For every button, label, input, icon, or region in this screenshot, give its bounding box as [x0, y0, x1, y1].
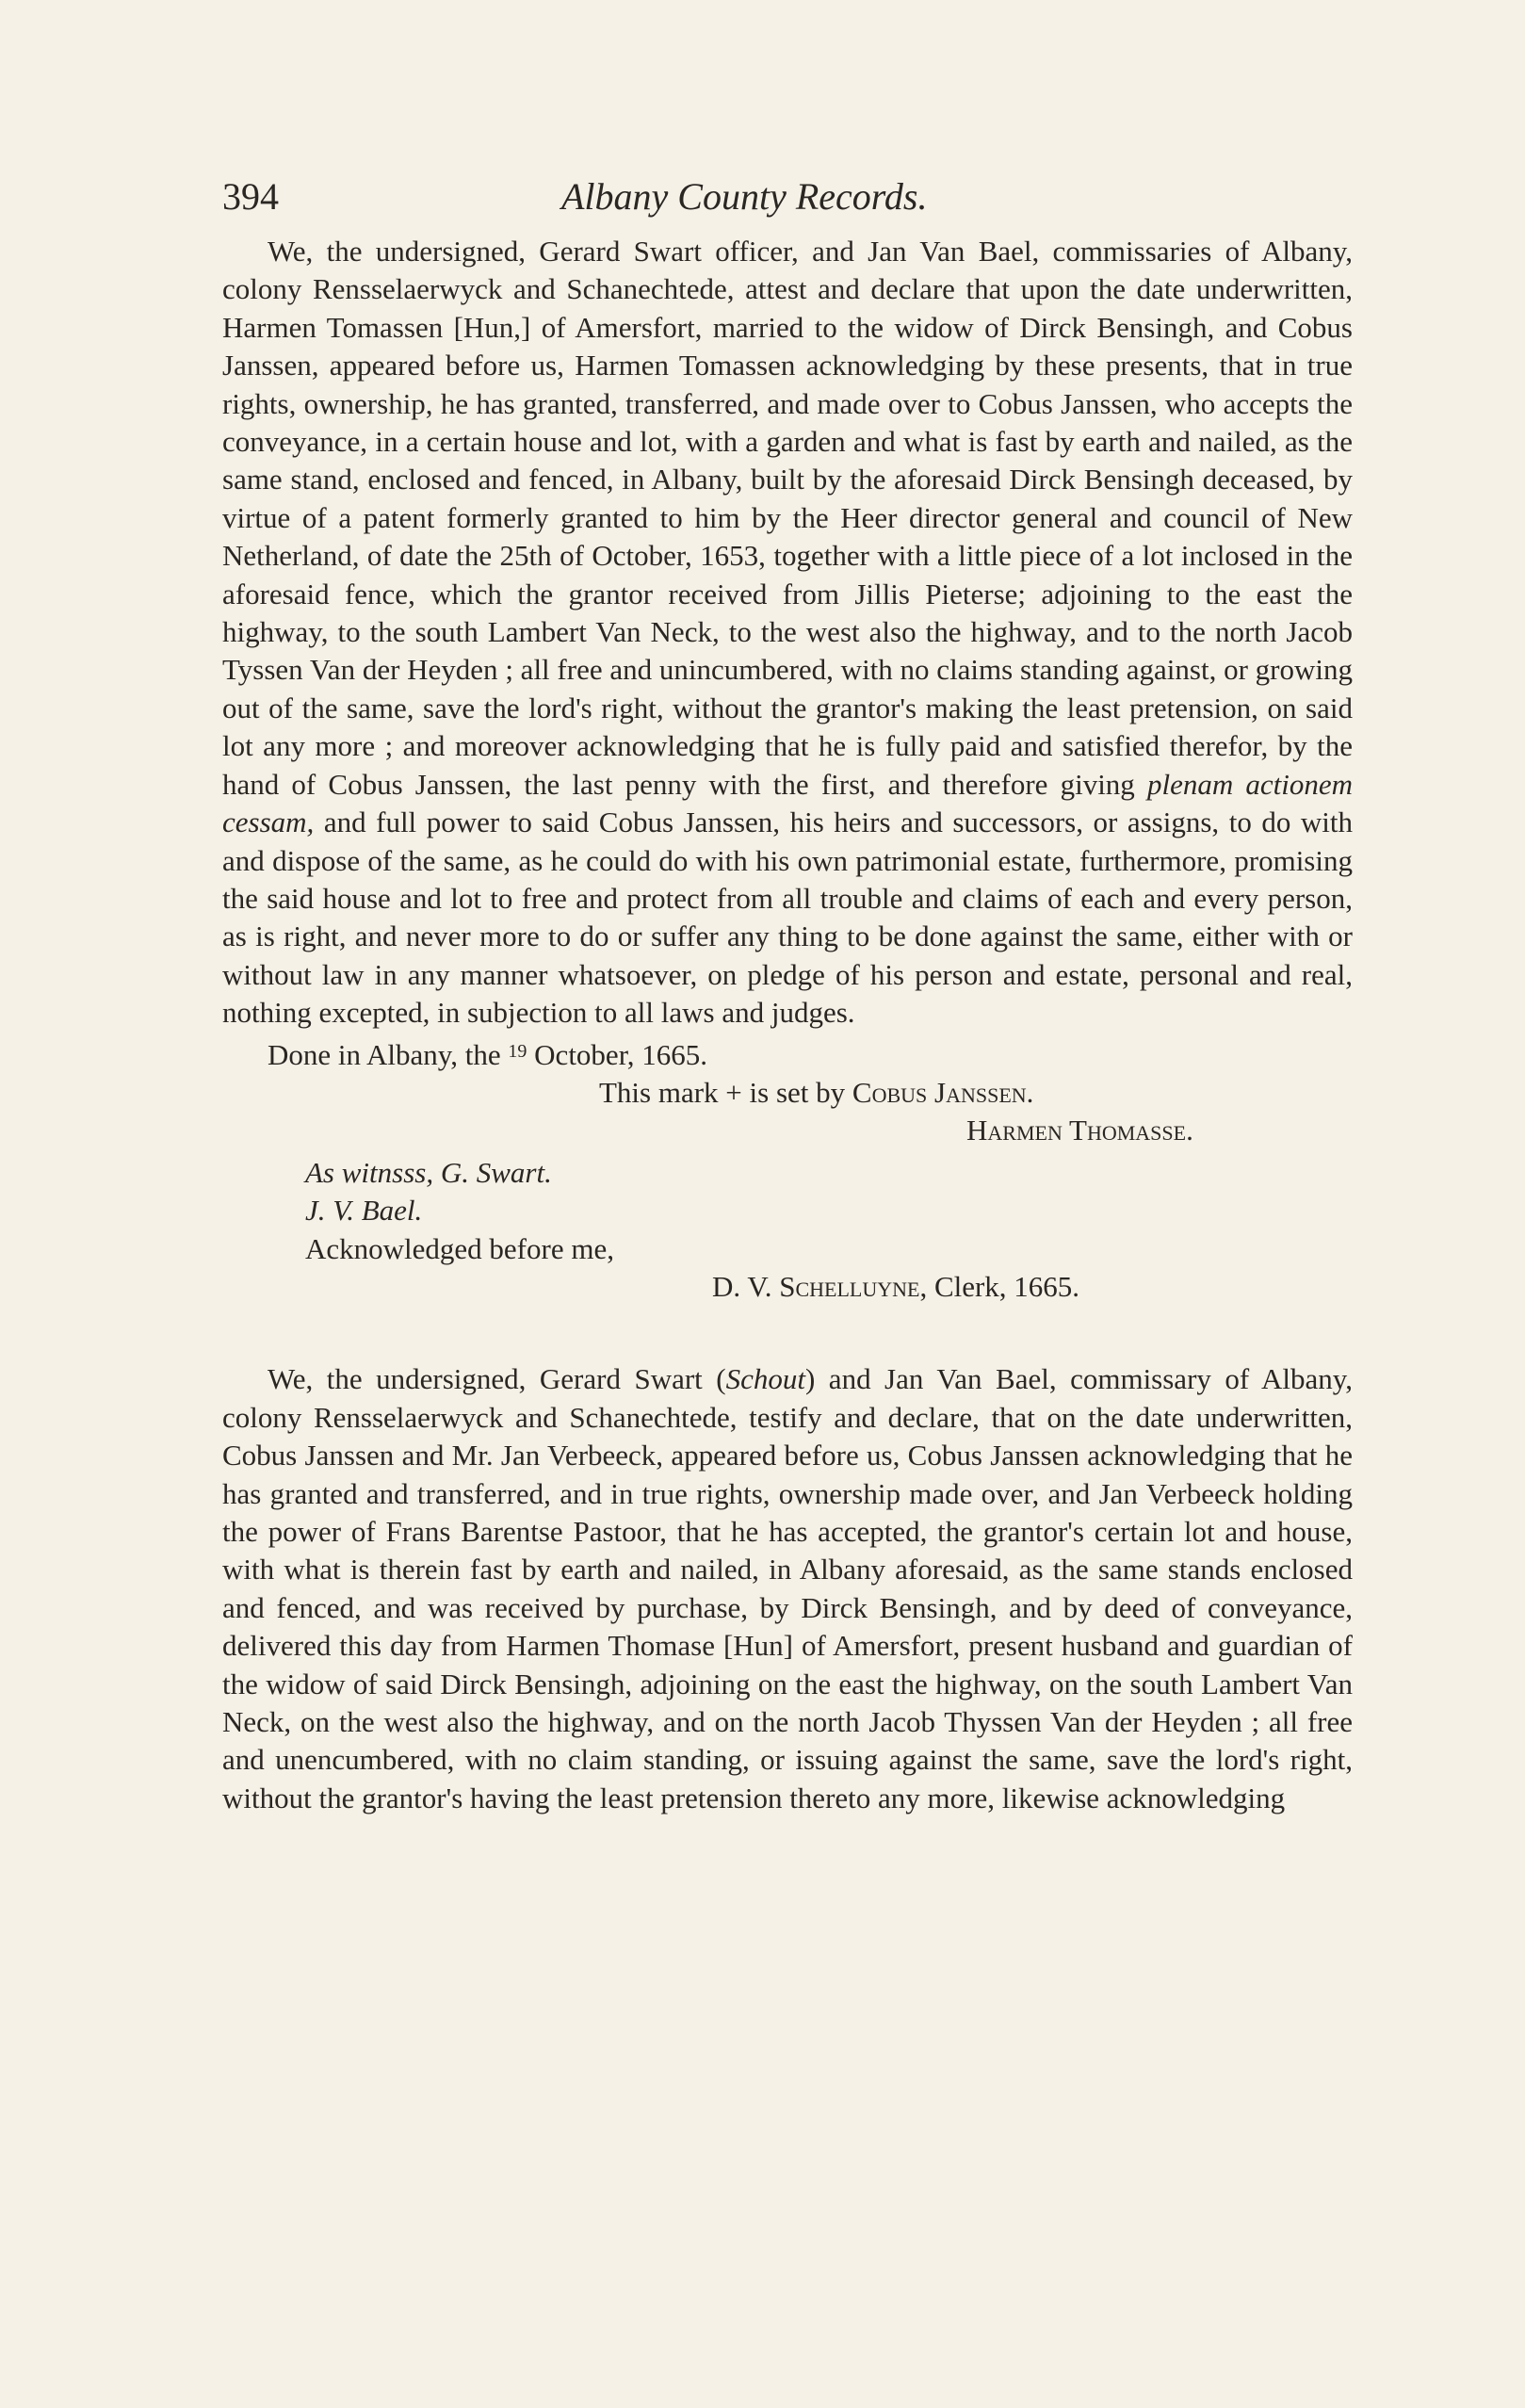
deed-2-body-start: We, the undersigned, Gerard Swart (: [268, 1362, 726, 1396]
second-party: Harmen Thomasse.: [966, 1114, 1193, 1147]
clerk-name: D. V. Schelluyne,: [712, 1269, 928, 1303]
mark-line: [222, 1074, 1353, 1112]
deed-1-body-end: and full power to said Cobus Janssen, his heirs and successors, or assigns, to do with and dispose of the same, as he could do with his own patrimonial estate, furthermore, promising the said house and lot to free and protect from all trouble and claims of each and every person, as is right, and never more to do or suffer any thing to be done against the same, either with or without law in any manner whatsoever, on pledge of his person and estate, personal and real, nothing excepted, in subjection to all laws and judges.: [222, 805, 1353, 1030]
witness-line-2: J. V. Bael.: [305, 1194, 423, 1228]
mark-name: Cobus Janssen.: [852, 1075, 1034, 1109]
done-prefix: Done in Albany, the: [268, 1037, 501, 1071]
schout-term: Schout: [725, 1362, 805, 1396]
done-line: [222, 1033, 1353, 1074]
latin-phrase: plenam actionem cessam,: [222, 767, 1354, 839]
mark-text: This mark + is set by: [599, 1075, 846, 1109]
acknowledged-line: Acknowledged before me,: [305, 1231, 614, 1265]
clerk-title: Clerk, 1665.: [933, 1269, 1080, 1303]
page-number: 394: [222, 175, 279, 218]
deed-1-paragraph: [222, 233, 1353, 1033]
clerk-line: [222, 1268, 1353, 1306]
deed-2-body: ) and Jan Van Bael, commissary of Albany, colony Rensselaerwyck and Schanechtede, testify and declare, that on the date underwritten, Cobus Janssen and Mr. Jan Verbeeck, appeared before us, Cobus Janssen acknowledging that he has granted and transferred, and in true rights, ownership made over, and Jan Verbeeck holding the power of Frans Barentse Pastoor, that he has accepted, the grantor's certain lot and house, with what is therein fast by earth and nailed, in Albany aforesaid, as the same stands enclosed and fenced, and was received by purchase, by Dirck Bensingh, and by deed of conveyance, delivered this day from Harmen Thomase [Hun] of Amersfort, present husband and guardian of the widow of said Dirck Bensingh, adjoining on the east the highway, on the south Lambert Van Neck, on the west also the highway, and on the north Jacob Thyssen Van der Heyden ; all free and unencumbered, with no claim standing, or issuing against the same, save the lord's right, without the grantor's having the least pretension thereto any more, likewise acknowledging: [222, 1362, 1353, 1814]
running-head: [222, 174, 1353, 233]
deed-1-body: We, the undersigned, Gerard Swart officer, and Jan Van Bael, commissaries of Albany, colony Rensselaerwyck and Schanechtede, attest and declare that upon the date underwritten, Harmen Tomassen [Hun,] of Amersfort, married to the widow of Dirck Bensingh, and Cobus Janssen, appeared before us, Harmen Tomassen acknowledging by these presents, that in true rights, ownership, he has granted, transferred, and made over to Cobus Janssen, who accepts the conveyance, in a certain house and lot, with a garden and what is fast by earth and nailed, as the same stand, enclosed and fenced, in Albany, built by the aforesaid Dirck Bensingh deceased, by virtue of a patent formerly granted to him by the Heer director general and council of New Netherland, of date the 25th of October, 1653, together with a little piece of a lot inclosed in the aforesaid fence, which the grantor received from Jillis Pieterse; adjoining to the east the highway, to the south Lambert Van Neck, to the west also the highway, and to the north Jacob Tyssen Van der Heyden ; all free and unincumbered, with no claims standing against, or growing out of the same, save the lord's right, without the grantor's making the least pretension, on said lot any more ; and moreover acknowledging that he is fully paid and satisfied therefor, by the hand of Cobus Janssen, the last penny with the first, and therefore giving: [222, 235, 1353, 801]
done-suffix: October, 1665.: [534, 1037, 708, 1071]
deed-2-paragraph: [222, 1360, 1353, 1817]
witness-line-1: As witnsss, G. Swart.: [305, 1155, 552, 1189]
page: [222, 174, 1353, 1817]
section-gap: [222, 1306, 1353, 1360]
running-title: Albany County Records.: [561, 175, 928, 218]
date-fraction: 19: [508, 1040, 527, 1062]
